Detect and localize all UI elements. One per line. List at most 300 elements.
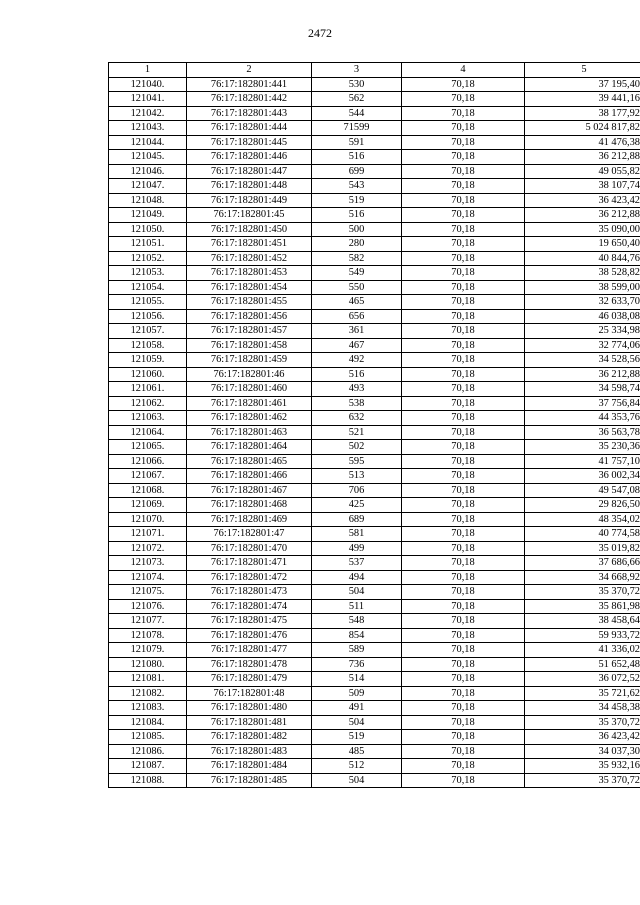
cadastral-number-cell: 76:17:182801:466 (187, 469, 312, 484)
area-cell: 589 (312, 643, 402, 658)
row-number-cell: 121058. (109, 338, 187, 353)
row-number-cell: 121077. (109, 614, 187, 629)
amount-cell: 34 037,30 (525, 744, 640, 759)
area-cell: 591 (312, 135, 402, 150)
cadastral-number-cell: 76:17:182801:445 (187, 135, 312, 150)
table-row (109, 454, 640, 469)
table-row (109, 614, 640, 629)
row-number-cell: 121041. (109, 92, 187, 107)
area-cell: 513 (312, 469, 402, 484)
cadastral-number-cell: 76:17:182801:442 (187, 92, 312, 107)
table-row (109, 309, 640, 324)
rate-cell: 70,18 (402, 237, 525, 252)
amount-cell: 36 423,42 (525, 730, 640, 745)
row-number-cell: 121081. (109, 672, 187, 687)
row-number-cell: 121045. (109, 150, 187, 165)
area-cell: 71599 (312, 121, 402, 136)
area-cell: 280 (312, 237, 402, 252)
table-row (109, 237, 640, 252)
amount-cell: 38 458,64 (525, 614, 640, 629)
data-table (108, 62, 640, 788)
table-row (109, 266, 640, 281)
amount-cell: 40 844,76 (525, 251, 640, 266)
rate-cell: 70,18 (402, 585, 525, 600)
amount-cell: 37 756,84 (525, 396, 640, 411)
area-cell: 504 (312, 585, 402, 600)
rate-cell: 70,18 (402, 512, 525, 527)
cadastral-number-cell: 76:17:182801:47 (187, 527, 312, 542)
area-cell: 467 (312, 338, 402, 353)
rate-cell: 70,18 (402, 599, 525, 614)
table-row (109, 164, 640, 179)
amount-cell: 36 072,52 (525, 672, 640, 687)
rate-cell: 70,18 (402, 309, 525, 324)
table-row (109, 498, 640, 513)
row-number-cell: 121054. (109, 280, 187, 295)
amount-cell: 41 336,02 (525, 643, 640, 658)
cadastral-number-cell: 76:17:182801:455 (187, 295, 312, 310)
cadastral-number-cell: 76:17:182801:48 (187, 686, 312, 701)
table-row (109, 135, 640, 150)
row-number-cell: 121052. (109, 251, 187, 266)
area-cell: 485 (312, 744, 402, 759)
area-cell: 537 (312, 556, 402, 571)
area-cell: 521 (312, 425, 402, 440)
table-row (109, 179, 640, 194)
table-row (109, 222, 640, 237)
table-body (109, 77, 640, 788)
cadastral-number-cell: 76:17:182801:471 (187, 556, 312, 571)
amount-cell: 38 107,74 (525, 179, 640, 194)
row-number-cell: 121087. (109, 759, 187, 774)
cadastral-number-cell: 76:17:182801:45 (187, 208, 312, 223)
cadastral-number-cell: 76:17:182801:480 (187, 701, 312, 716)
amount-cell: 38 528,82 (525, 266, 640, 281)
area-cell: 548 (312, 614, 402, 629)
amount-cell: 35 861,98 (525, 599, 640, 614)
area-cell: 582 (312, 251, 402, 266)
table-row (109, 570, 640, 585)
rate-cell: 70,18 (402, 686, 525, 701)
row-number-cell: 121073. (109, 556, 187, 571)
amount-cell: 36 212,88 (525, 367, 640, 382)
rate-cell: 70,18 (402, 92, 525, 107)
table-row (109, 686, 640, 701)
area-cell: 519 (312, 193, 402, 208)
amount-cell: 5 024 817,82 (525, 121, 640, 136)
row-number-cell: 121048. (109, 193, 187, 208)
cadastral-number-cell: 76:17:182801:484 (187, 759, 312, 774)
rate-cell: 70,18 (402, 454, 525, 469)
row-number-cell: 121072. (109, 541, 187, 556)
table-row (109, 193, 640, 208)
cadastral-number-cell: 76:17:182801:459 (187, 353, 312, 368)
cadastral-number-cell: 76:17:182801:464 (187, 440, 312, 455)
column-header: 2 (187, 63, 312, 78)
row-number-cell: 121066. (109, 454, 187, 469)
area-cell: 538 (312, 396, 402, 411)
table-row (109, 425, 640, 440)
area-cell: 549 (312, 266, 402, 281)
cadastral-number-cell: 76:17:182801:458 (187, 338, 312, 353)
row-number-cell: 121065. (109, 440, 187, 455)
row-number-cell: 121075. (109, 585, 187, 600)
area-cell: 656 (312, 309, 402, 324)
row-number-cell: 121044. (109, 135, 187, 150)
cadastral-number-cell: 76:17:182801:448 (187, 179, 312, 194)
table-row (109, 121, 640, 136)
area-cell: 504 (312, 715, 402, 730)
cadastral-number-cell: 76:17:182801:483 (187, 744, 312, 759)
cadastral-number-cell: 76:17:182801:453 (187, 266, 312, 281)
area-cell: 509 (312, 686, 402, 701)
amount-cell: 35 370,72 (525, 715, 640, 730)
rate-cell: 70,18 (402, 222, 525, 237)
table-row (109, 150, 640, 165)
amount-cell: 35 090,00 (525, 222, 640, 237)
table-row (109, 440, 640, 455)
table-row (109, 715, 640, 730)
amount-cell: 36 212,88 (525, 150, 640, 165)
cadastral-number-cell: 76:17:182801:468 (187, 498, 312, 513)
cadastral-number-cell: 76:17:182801:446 (187, 150, 312, 165)
rate-cell: 70,18 (402, 208, 525, 223)
area-cell: 543 (312, 179, 402, 194)
cadastral-number-cell: 76:17:182801:470 (187, 541, 312, 556)
cadastral-number-cell: 76:17:182801:457 (187, 324, 312, 339)
amount-cell: 35 370,72 (525, 585, 640, 600)
area-cell: 581 (312, 527, 402, 542)
rate-cell: 70,18 (402, 759, 525, 774)
cadastral-number-cell: 76:17:182801:476 (187, 628, 312, 643)
table-row (109, 512, 640, 527)
cadastral-number-cell: 76:17:182801:478 (187, 657, 312, 672)
row-number-cell: 121049. (109, 208, 187, 223)
rate-cell: 70,18 (402, 251, 525, 266)
cadastral-number-cell: 76:17:182801:465 (187, 454, 312, 469)
cadastral-number-cell: 76:17:182801:481 (187, 715, 312, 730)
amount-cell: 35 932,16 (525, 759, 640, 774)
row-number-cell: 121043. (109, 121, 187, 136)
table-header-row (109, 63, 640, 78)
cadastral-number-cell: 76:17:182801:472 (187, 570, 312, 585)
area-cell: 519 (312, 730, 402, 745)
rate-cell: 70,18 (402, 701, 525, 716)
rate-cell: 70,18 (402, 527, 525, 542)
cadastral-number-cell: 76:17:182801:441 (187, 77, 312, 92)
row-number-cell: 121078. (109, 628, 187, 643)
area-cell: 632 (312, 411, 402, 426)
cadastral-number-cell: 76:17:182801:474 (187, 599, 312, 614)
amount-cell: 32 633,70 (525, 295, 640, 310)
amount-cell: 37 195,40 (525, 77, 640, 92)
row-number-cell: 121060. (109, 367, 187, 382)
rate-cell: 70,18 (402, 672, 525, 687)
rate-cell: 70,18 (402, 150, 525, 165)
rate-cell: 70,18 (402, 179, 525, 194)
amount-cell: 41 476,38 (525, 135, 640, 150)
row-number-cell: 121053. (109, 266, 187, 281)
cadastral-number-cell: 76:17:182801:462 (187, 411, 312, 426)
table-row (109, 773, 640, 788)
cadastral-number-cell: 76:17:182801:454 (187, 280, 312, 295)
row-number-cell: 121085. (109, 730, 187, 745)
rate-cell: 70,18 (402, 570, 525, 585)
area-cell: 699 (312, 164, 402, 179)
cadastral-number-cell: 76:17:182801:443 (187, 106, 312, 121)
row-number-cell: 121055. (109, 295, 187, 310)
table-row (109, 382, 640, 397)
table-row (109, 599, 640, 614)
page-number: 2472 (308, 26, 332, 40)
cadastral-number-cell: 76:17:182801:463 (187, 425, 312, 440)
rate-cell: 70,18 (402, 541, 525, 556)
table-row (109, 759, 640, 774)
cadastral-number-cell: 76:17:182801:456 (187, 309, 312, 324)
rate-cell: 70,18 (402, 280, 525, 295)
table-row (109, 353, 640, 368)
amount-cell: 37 686,66 (525, 556, 640, 571)
amount-cell: 25 334,98 (525, 324, 640, 339)
table-row (109, 672, 640, 687)
row-number-cell: 121056. (109, 309, 187, 324)
area-cell: 493 (312, 382, 402, 397)
cadastral-number-cell: 76:17:182801:447 (187, 164, 312, 179)
area-cell: 595 (312, 454, 402, 469)
table-row (109, 541, 640, 556)
column-header: 4 (402, 63, 525, 78)
rate-cell: 70,18 (402, 628, 525, 643)
rate-cell: 70,18 (402, 266, 525, 281)
amount-cell: 38 599,00 (525, 280, 640, 295)
column-header: 3 (312, 63, 402, 78)
rate-cell: 70,18 (402, 135, 525, 150)
cadastral-number-cell: 76:17:182801:450 (187, 222, 312, 237)
area-cell: 502 (312, 440, 402, 455)
table-row (109, 367, 640, 382)
table-row (109, 657, 640, 672)
amount-cell: 36 212,88 (525, 208, 640, 223)
amount-cell: 34 528,56 (525, 353, 640, 368)
row-number-cell: 121084. (109, 715, 187, 730)
area-cell: 516 (312, 150, 402, 165)
row-number-cell: 121051. (109, 237, 187, 252)
table-row (109, 324, 640, 339)
rate-cell: 70,18 (402, 396, 525, 411)
rate-cell: 70,18 (402, 715, 525, 730)
rate-cell: 70,18 (402, 411, 525, 426)
table-row (109, 106, 640, 121)
cadastral-number-cell: 76:17:182801:469 (187, 512, 312, 527)
rate-cell: 70,18 (402, 773, 525, 788)
rate-cell: 70,18 (402, 614, 525, 629)
cadastral-number-cell: 76:17:182801:461 (187, 396, 312, 411)
row-number-cell: 121064. (109, 425, 187, 440)
area-cell: 530 (312, 77, 402, 92)
area-cell: 562 (312, 92, 402, 107)
row-number-cell: 121082. (109, 686, 187, 701)
amount-cell: 36 563,78 (525, 425, 640, 440)
rate-cell: 70,18 (402, 657, 525, 672)
rate-cell: 70,18 (402, 483, 525, 498)
row-number-cell: 121070. (109, 512, 187, 527)
row-number-cell: 121042. (109, 106, 187, 121)
row-number-cell: 121046. (109, 164, 187, 179)
table-row (109, 469, 640, 484)
table-row (109, 585, 640, 600)
cadastral-number-cell: 76:17:182801:467 (187, 483, 312, 498)
rate-cell: 70,18 (402, 295, 525, 310)
row-number-cell: 121050. (109, 222, 187, 237)
area-cell: 499 (312, 541, 402, 556)
table-row (109, 251, 640, 266)
area-cell: 504 (312, 773, 402, 788)
cadastral-number-cell: 76:17:182801:46 (187, 367, 312, 382)
area-cell: 550 (312, 280, 402, 295)
area-cell: 425 (312, 498, 402, 513)
amount-cell: 49 055,82 (525, 164, 640, 179)
amount-cell: 34 598,74 (525, 382, 640, 397)
rate-cell: 70,18 (402, 440, 525, 455)
area-cell: 689 (312, 512, 402, 527)
amount-cell: 49 547,08 (525, 483, 640, 498)
cadastral-number-cell: 76:17:182801:475 (187, 614, 312, 629)
rate-cell: 70,18 (402, 730, 525, 745)
amount-cell: 46 038,08 (525, 309, 640, 324)
area-cell: 706 (312, 483, 402, 498)
cadastral-number-cell: 76:17:182801:452 (187, 251, 312, 266)
area-cell: 492 (312, 353, 402, 368)
row-number-cell: 121088. (109, 773, 187, 788)
cadastral-number-cell: 76:17:182801:479 (187, 672, 312, 687)
amount-cell: 35 019,82 (525, 541, 640, 556)
table-row (109, 556, 640, 571)
row-number-cell: 121068. (109, 483, 187, 498)
table-row (109, 628, 640, 643)
rate-cell: 70,18 (402, 498, 525, 513)
area-cell: 514 (312, 672, 402, 687)
area-cell: 465 (312, 295, 402, 310)
rate-cell: 70,18 (402, 643, 525, 658)
cadastral-number-cell: 76:17:182801:460 (187, 382, 312, 397)
area-cell: 500 (312, 222, 402, 237)
table-row (109, 643, 640, 658)
area-cell: 494 (312, 570, 402, 585)
column-header: 5 (525, 63, 640, 78)
row-number-cell: 121062. (109, 396, 187, 411)
rate-cell: 70,18 (402, 353, 525, 368)
row-number-cell: 121083. (109, 701, 187, 716)
rate-cell: 70,18 (402, 338, 525, 353)
row-number-cell: 121057. (109, 324, 187, 339)
area-cell: 544 (312, 106, 402, 121)
area-cell: 854 (312, 628, 402, 643)
amount-cell: 35 230,36 (525, 440, 640, 455)
amount-cell: 35 721,62 (525, 686, 640, 701)
table-row (109, 744, 640, 759)
table-row (109, 208, 640, 223)
rate-cell: 70,18 (402, 164, 525, 179)
amount-cell: 38 177,92 (525, 106, 640, 121)
rate-cell: 70,18 (402, 744, 525, 759)
cadastral-number-cell: 76:17:182801:482 (187, 730, 312, 745)
rate-cell: 70,18 (402, 106, 525, 121)
column-header: 1 (109, 63, 187, 78)
rate-cell: 70,18 (402, 77, 525, 92)
row-number-cell: 121079. (109, 643, 187, 658)
rate-cell: 70,18 (402, 556, 525, 571)
area-cell: 491 (312, 701, 402, 716)
row-number-cell: 121061. (109, 382, 187, 397)
row-number-cell: 121076. (109, 599, 187, 614)
cadastral-number-cell: 76:17:182801:473 (187, 585, 312, 600)
area-cell: 516 (312, 367, 402, 382)
cadastral-number-cell: 76:17:182801:451 (187, 237, 312, 252)
amount-cell: 41 757,10 (525, 454, 640, 469)
amount-cell: 44 353,76 (525, 411, 640, 426)
area-cell: 736 (312, 657, 402, 672)
table-row (109, 483, 640, 498)
table-row (109, 295, 640, 310)
area-cell: 361 (312, 324, 402, 339)
amount-cell: 34 668,92 (525, 570, 640, 585)
rate-cell: 70,18 (402, 193, 525, 208)
amount-cell: 59 933,72 (525, 628, 640, 643)
amount-cell: 48 354,02 (525, 512, 640, 527)
row-number-cell: 121086. (109, 744, 187, 759)
row-number-cell: 121071. (109, 527, 187, 542)
cadastral-number-cell: 76:17:182801:485 (187, 773, 312, 788)
amount-cell: 36 423,42 (525, 193, 640, 208)
row-number-cell: 121063. (109, 411, 187, 426)
table-row (109, 730, 640, 745)
table-row (109, 77, 640, 92)
amount-cell: 29 826,50 (525, 498, 640, 513)
area-cell: 516 (312, 208, 402, 223)
cadastral-number-cell: 76:17:182801:477 (187, 643, 312, 658)
table-row (109, 411, 640, 426)
area-cell: 511 (312, 599, 402, 614)
amount-cell: 19 650,40 (525, 237, 640, 252)
cadastral-number-cell: 76:17:182801:449 (187, 193, 312, 208)
rate-cell: 70,18 (402, 425, 525, 440)
row-number-cell: 121067. (109, 469, 187, 484)
amount-cell: 32 774,06 (525, 338, 640, 353)
row-number-cell: 121069. (109, 498, 187, 513)
amount-cell: 35 370,72 (525, 773, 640, 788)
row-number-cell: 121074. (109, 570, 187, 585)
rate-cell: 70,18 (402, 382, 525, 397)
rate-cell: 70,18 (402, 324, 525, 339)
cadastral-number-cell: 76:17:182801:444 (187, 121, 312, 136)
amount-cell: 34 458,38 (525, 701, 640, 716)
row-number-cell: 121047. (109, 179, 187, 194)
table-row (109, 396, 640, 411)
area-cell: 512 (312, 759, 402, 774)
table-row (109, 701, 640, 716)
table-row (109, 280, 640, 295)
amount-cell: 40 774,58 (525, 527, 640, 542)
row-number-cell: 121040. (109, 77, 187, 92)
amount-cell: 39 441,16 (525, 92, 640, 107)
table-row (109, 527, 640, 542)
rate-cell: 70,18 (402, 367, 525, 382)
row-number-cell: 121080. (109, 657, 187, 672)
rate-cell: 70,18 (402, 121, 525, 136)
table-row (109, 338, 640, 353)
amount-cell: 51 652,48 (525, 657, 640, 672)
amount-cell: 36 002,34 (525, 469, 640, 484)
